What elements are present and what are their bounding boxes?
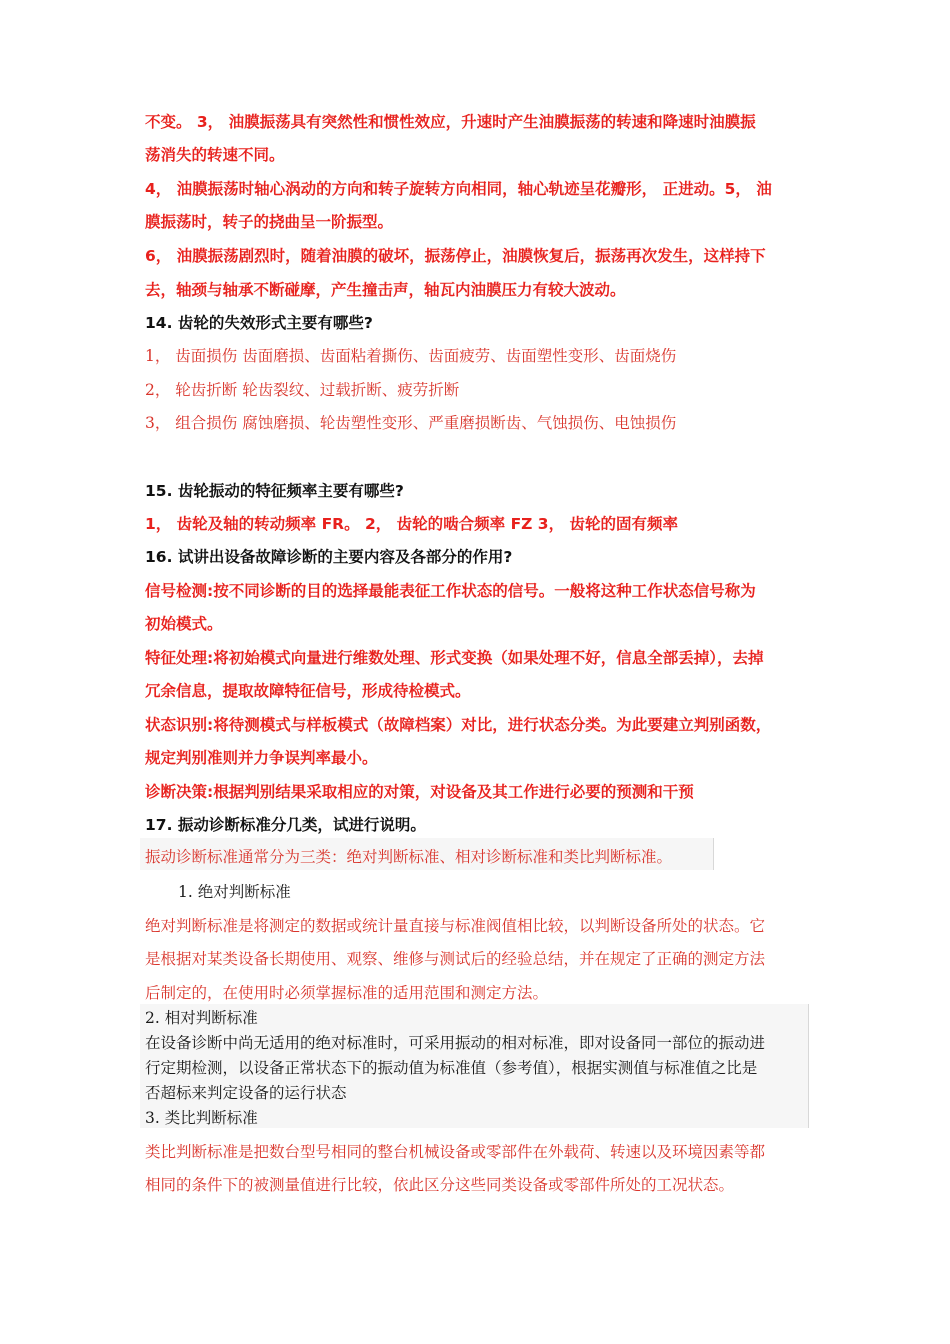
answer-17-heading: 1. 绝对判断标准 [178,883,291,901]
question-17: 17. 振动诊断标准分几类，试进行说明。 [145,816,426,834]
answer-14-item: 1， 齿面损伤 齿面磨损、齿面粘着撕伤、齿面疲劳、齿面塑性变形、齿面烧伤 [145,347,677,365]
answer-16-line: 诊断决策:根据判别结果采取相应的对策，对设备及其工作进行必要的预测和干预 [145,783,694,801]
answer-17-para: 否超标来判定设备的运行状态 [145,1084,347,1102]
answer-17-para: 在设备诊断中尚无适用的绝对标准时，可采用振动的相对标准，即对设备同一部位的振动进 [145,1034,766,1052]
answer-16-line: 初始模式。 [145,615,223,633]
question-14: 14. 齿轮的失效形式主要有哪些? [145,314,373,332]
answer-17-para: 相同的条件下的被测量值进行比较，依此区分这些同类设备或零部件所处的工况状态。 [145,1176,735,1194]
question-16: 16. 试讲出设备故障诊断的主要内容及各部分的作用? [145,548,513,566]
answer-line: 膜振荡时，转子的挠曲呈一阶振型。 [145,213,394,231]
answer-16-line: 特征处理:将初始模式向量进行维数处理、形式变换（如果处理不好，信息全部丢掉），去掉 [145,649,764,667]
answer-16-line: 状态识别:将待测模式与样板模式（故障档案）对比，进行状态分类。为此要建立判别函数， [145,716,772,734]
answer-14-item: 3， 组合损伤 腐蚀磨损、轮齿塑性变形、严重磨损断齿、气蚀损伤、电蚀损伤 [145,414,677,432]
answer-17-para: 类比判断标准是把数台型号相同的整台机械设备或零部件在外载荷、转速以及环境因素等都 [145,1143,766,1161]
answer-line: 6， 油膜振荡剧烈时，随着油膜的破坏，振荡停止，油膜恢复后，振荡再次发生，这样持下 [145,247,766,265]
answer-line: 4， 油膜振荡时轴心涡动的方向和转子旋转方向相同，轴心轨迹呈花瓣形， 正进动。5， 油 [145,180,772,198]
answer-17-para: 绝对判断标准是将测定的数据或统计量直接与标准阀值相比较，以判断设备所处的状态。它 [145,917,766,935]
answer-17-para: 是根据对某类设备长期使用、观察、维修与测试后的经验总结，并在规定了正确的测定方法 [145,950,766,968]
answer-17-heading: 2. 相对判断标准 [145,1009,258,1027]
answer-17-para: 行定期检测，以设备正常状态下的振动值为标准值（参考值），根据实测值与标准值之比是 [145,1059,758,1077]
question-15: 15. 齿轮振动的特征频率主要有哪些? [145,482,404,500]
answer-16-line: 冗余信息，提取故障特征信号，形成待检模式。 [145,682,471,700]
answer-14-item: 2， 轮齿折断 轮齿裂纹、过载折断、疲劳折断 [145,381,460,399]
answer-17-heading: 3. 类比判断标准 [145,1109,258,1127]
answer-line: 不变。 3， 油膜振荡具有突然性和惯性效应，升速时产生油膜振荡的转速和降速时油膜振 [145,113,756,131]
answer-15: 1， 齿轮及轴的转动频率 FR。 2， 齿轮的啮合频率 FZ 3， 齿轮的固有频率 [145,515,678,533]
answer-line: 去，轴颈与轴承不断碰摩，产生撞击声，轴瓦内油膜压力有较大波动。 [145,281,626,299]
answer-line: 荡消失的转速不同。 [145,146,285,164]
answer-16-line: 信号检测:按不同诊断的目的选择最能表征工作状态的信号。一般将这种工作状态信号称为 [145,582,756,600]
answer-16-line: 规定判别准则并力争误判率最小。 [145,749,378,767]
answer-17-para: 后制定的，在使用时必须掌握标准的适用范围和测定方法。 [145,984,549,1002]
answer-17-intro: 振动诊断标准通常分为三类：绝对判断标准、相对诊断标准和类比判断标准。 [145,848,673,866]
